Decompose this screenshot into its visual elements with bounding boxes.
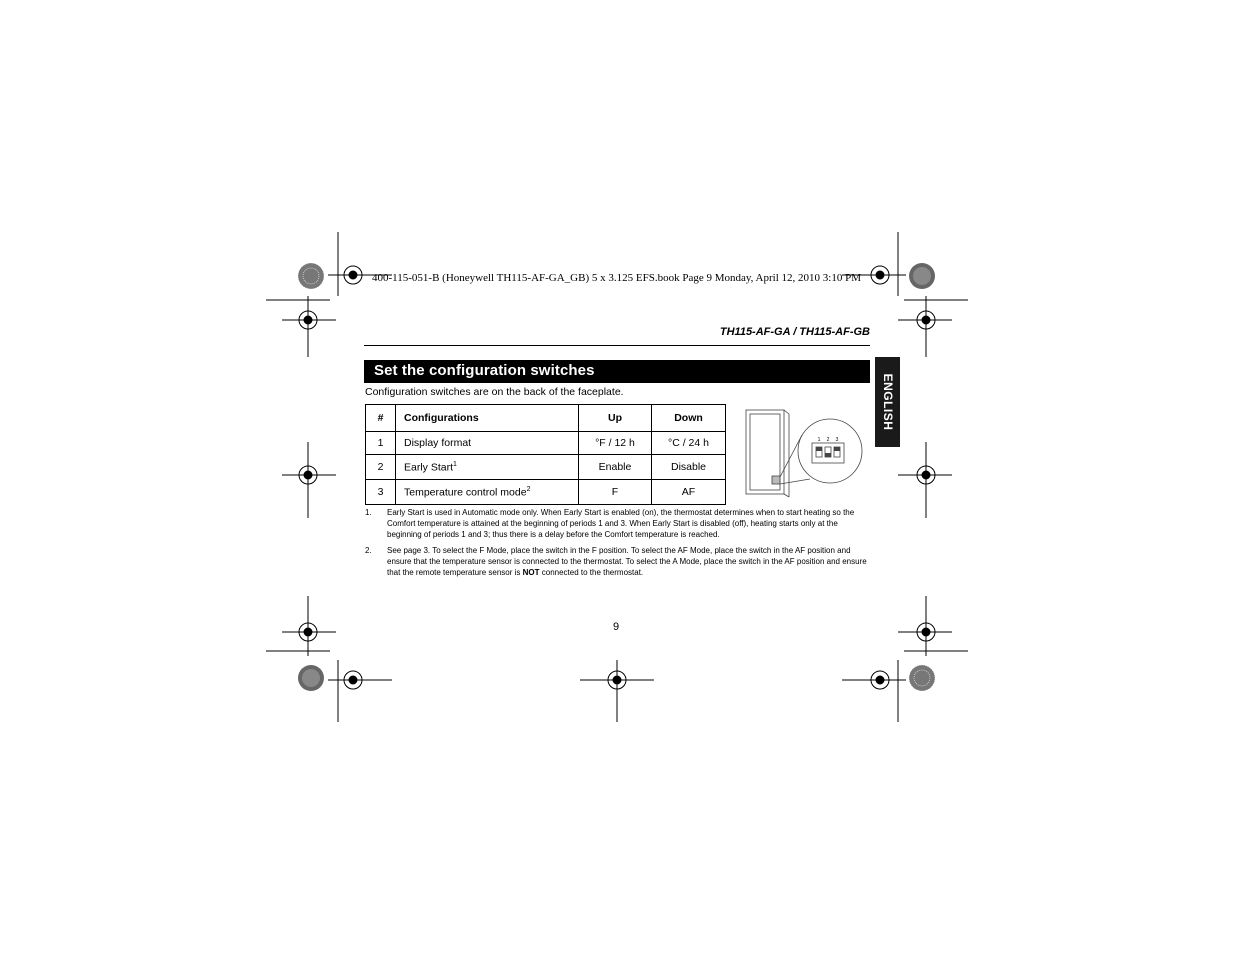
row-up: Enable <box>579 455 652 480</box>
row-config: Display format <box>396 432 579 455</box>
table-row <box>366 455 726 480</box>
footnote-text: Early Start is used in Automatic mode only. When Early Start is enabled (on), the thermostat determines when to start heating so the Comfort temperature is attained at the beginning of periods 1 and 3. When Early Start is disabled (off), heating starts only at the beginning of periods 1 and 3; thus there is a delay before the Comfort temperature is reached. <box>387 508 855 539</box>
footnote <box>365 507 870 540</box>
header-rule <box>364 345 870 346</box>
table-row <box>366 480 726 505</box>
footnote-number: 1. <box>365 508 372 517</box>
row-num: 3 <box>366 480 396 505</box>
page-number: 9 <box>613 621 620 633</box>
footnote-ref: 2 <box>526 485 531 493</box>
language-tab-label: ENGLISH <box>880 373 895 431</box>
row-config: Early Start$^1$ <box>396 455 579 480</box>
footnotes <box>365 507 870 583</box>
section-title-bar <box>364 360 870 383</box>
language-tab <box>875 357 900 447</box>
configuration-table <box>365 404 726 505</box>
faceplate-illustration <box>740 405 870 505</box>
row-up: F <box>579 480 652 505</box>
table-row <box>366 432 726 455</box>
row-down: °C / 24 h <box>652 432 726 455</box>
row-config: Temperature control mode$^2$ <box>396 480 579 505</box>
switch-label-1: 1 <box>817 437 821 443</box>
row-num: 1 <box>366 432 396 455</box>
switch-label-3: 3 <box>835 437 839 443</box>
header-down: Down <box>652 405 726 432</box>
print-header: 400-115-051-B (Honeywell TH115-AF-GA_GB) 5 x 3.125 EFS.book Page 9 Monday, April 12, 2010 3:10 PM <box>372 272 861 284</box>
footnote-ref: 1 <box>453 460 457 468</box>
footnote <box>365 545 870 578</box>
header-up: Up <box>579 405 652 432</box>
table-header-row <box>366 405 726 432</box>
row-down: AF <box>652 480 726 505</box>
row-num: 2 <box>366 455 396 480</box>
header-configurations: Configurations <box>396 405 579 432</box>
intro-text: Configuration switches are on the back of the faceplate. <box>365 386 624 398</box>
row-down: Disable <box>652 455 726 480</box>
model-line: TH115-AF-GA / TH115-AF-GB <box>719 326 870 338</box>
section-title: Set the configuration switches <box>374 362 595 379</box>
footnote-text: See page 3. To select the F Mode, place the switch in the F position. To select the AF Mode, place the switch in the AF position and ensure that the temperature sensor is connected to the thermostat. To select the A Mode, place the switch in the AF position and ensure that the remote temperature sensor is NOT connected to the thermostat. <box>387 546 867 577</box>
switch-label-2: 2 <box>826 437 830 443</box>
header-num: # <box>366 405 396 432</box>
row-up: °F / 12 h <box>579 432 652 455</box>
footnote-number: 2. <box>365 546 372 555</box>
emphasis-not: NOT <box>522 568 540 577</box>
